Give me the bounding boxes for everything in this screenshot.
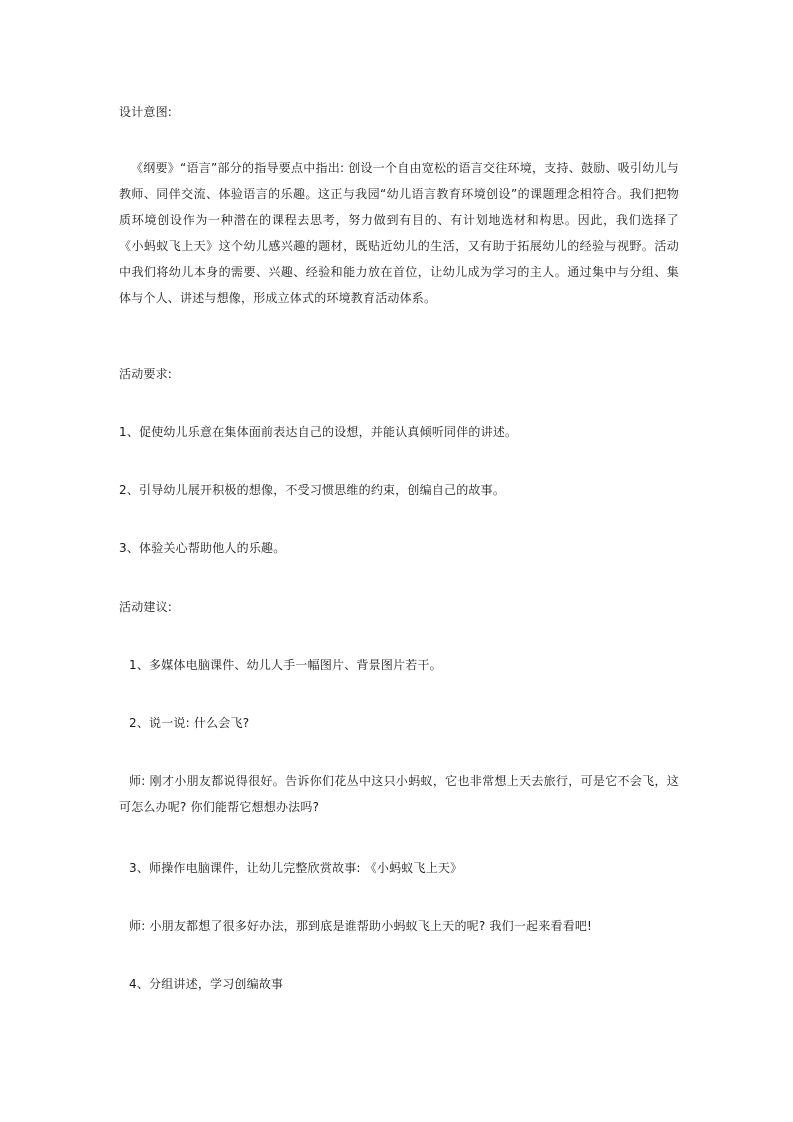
suggestion-step-2: 2、说一说: 什么会飞?	[129, 716, 250, 730]
design-intent-heading: 设计意图:	[119, 105, 173, 119]
teacher-dialogue-2: 师: 小朋友都想了很多好办法，那到底是谁帮助小蚂蚁飞上天的呢? 我们一起来看看吧!	[129, 919, 593, 933]
requirement-item-1: 1、促使幼儿乐意在集体面前表达自己的设想，并能认真倾听同伴的讲述。	[119, 425, 518, 439]
suggestion-step-4: 4、分组讲述，学习创编故事	[129, 977, 284, 991]
suggestions-heading: 活动建议:	[119, 600, 173, 614]
design-intent-paragraph: 《纲要》“语言”部分的指导要点中指出: 创设一个自由宽松的语言交往环境，支持、鼓励、吸引幼儿与教师、同伴交流、体验语言的乐趣。这正与我园“幼儿语言教育环境创设”的课题理念相符合。我们把物质环境创设作为一种潜在的课程去思考，努力做到有目的、有计划地选材和构思。因此，我们选择了《小蚂蚁飞上天》这个幼儿感兴趣的题材，既贴近幼儿的生活，又有助于拓展幼儿的经验与视野。活动中我们将幼儿本身的需要、兴趣、经验和能力放在首位，让幼儿成为学习的主人。通过集中与分组、集体与个人、讲述与想像，形成立体式的环境教育活动体系。	[119, 161, 679, 305]
suggestion-step-3: 3、师操作电脑课件，让幼儿完整欣赏故事: 《小蚂蚁飞上天》	[129, 861, 463, 875]
requirement-item-3: 3、体验关心帮助他人的乐趣。	[119, 541, 286, 555]
requirements-heading: 活动要求:	[119, 367, 173, 381]
suggestion-step-1: 1、多媒体电脑课件、幼儿人手一幅图片、背景图片若干。	[129, 658, 442, 672]
requirement-item-2: 2、引导幼儿展开积极的想像，不受习惯思维的约束，创编自己的故事。	[119, 483, 506, 497]
teacher-dialogue-1: 师: 刚才小朋友都说得很好。告诉你们花丛中这只小蚂蚁，它也非常想上天去旅行，可是它不会飞，这可怎么办呢? 你们能帮它想想办法吗?	[119, 774, 679, 814]
